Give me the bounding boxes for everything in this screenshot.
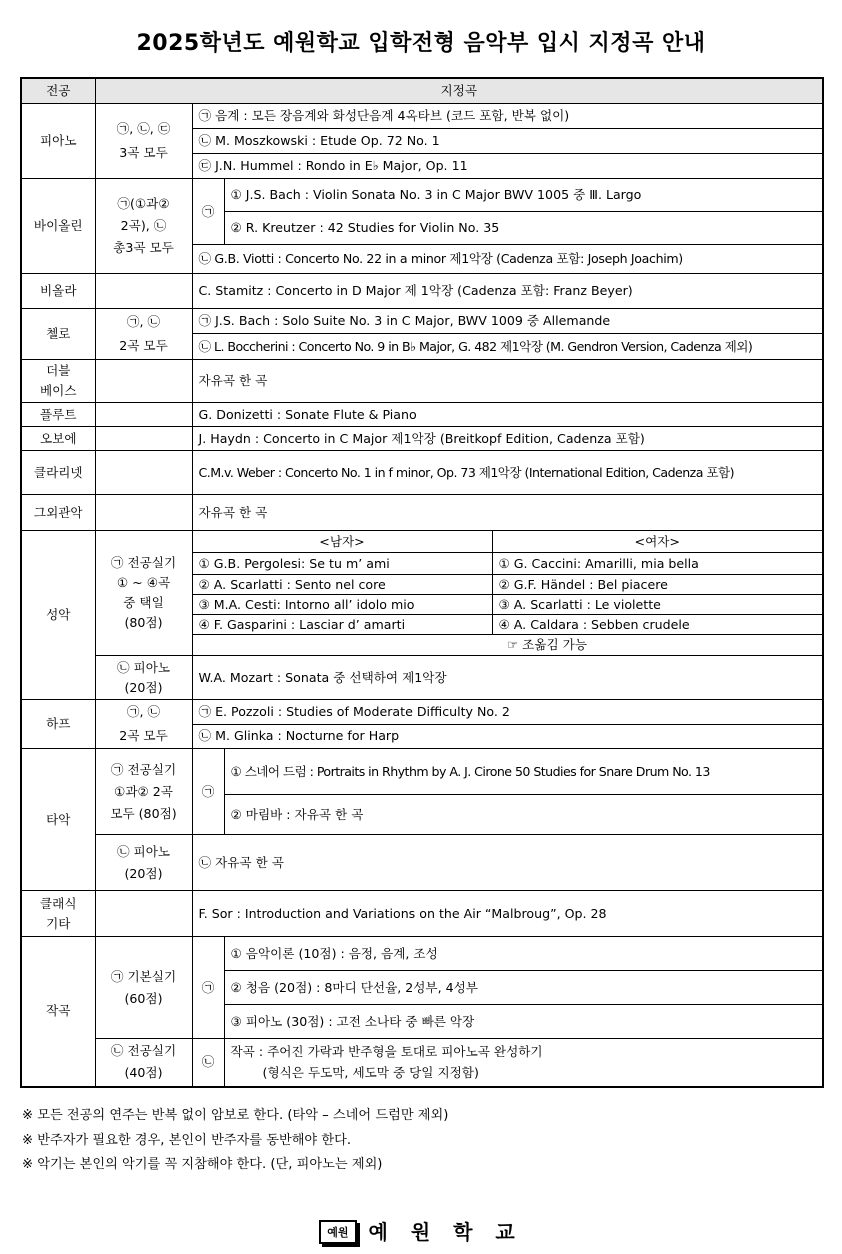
major-flute: 플루트 — [21, 403, 95, 427]
piece-item: ㉡ G.B. Viotti : Concerto No. 22 in a minor 제1악장 (Cadenza 포함: Joseph Joachim) — [192, 245, 823, 274]
requirement-cello: ㉠, ㉡ 2곡 모두 — [95, 309, 192, 360]
piece-item: ① J.S. Bach : Violin Sonata No. 3 in C Major BWV 1005 중 Ⅲ. Largo — [224, 179, 823, 212]
notes — [22, 1104, 448, 1178]
major-piano: 피아노 — [21, 104, 95, 179]
footer — [0, 1216, 842, 1245]
requirement-composition-major: ㉡ 전공실기 (40점) — [95, 1039, 192, 1087]
composition-task: 작곡 : 주어진 가락과 반주형을 토대로 피아노곡 완성하기 (형식은 두도막, 세도막 중 당일 지정함) — [224, 1039, 823, 1087]
school-seal-logo: 예원 — [319, 1220, 356, 1244]
piece-item: ① 음악이론 (10점) : 음정, 음계, 조성 — [224, 937, 823, 971]
female-piece: ① G. Caccini: Amarilli, mia bella — [492, 553, 823, 575]
piece-item: ㉡ L. Boccherini : Concerto No. 9 in B♭ Major, G. 482 제1악장 (M. Gendron Version, Cadenza 제외) — [192, 334, 823, 360]
note-item: ※ 악기는 본인의 악기를 꼭 지참해야 한다. (단, 피아노는 제외) — [22, 1157, 383, 1172]
group-mark: ㉡ — [192, 1039, 224, 1087]
piece-item: W.A. Mozart : Sonata 중 선택하여 제1악장 — [192, 656, 823, 700]
requirement-vocal-piano: ㉡ 피아노 (20점) — [95, 656, 192, 700]
piece-item: ㉡ M. Glinka : Nocturne for Harp — [192, 724, 823, 749]
major-oboe: 오보에 — [21, 427, 95, 451]
header-pieces: 지정곡 — [95, 78, 823, 104]
page-title: 2025학년도 예원학교 입학전형 음악부 입시 지정곡 안내 — [136, 31, 706, 56]
male-piece: ③ M.A. Cesti: Intorno all’ idolo mio — [192, 595, 492, 615]
piece-item: 자유곡 한 곡 — [192, 360, 823, 403]
female-piece: ② G.F. Händel : Bel piacere — [492, 575, 823, 595]
major-vocal: 성악 — [21, 531, 95, 700]
group-mark: ㉠ — [192, 749, 224, 835]
major-clarinet: 클라리넷 — [21, 451, 95, 495]
major-cello: 첼로 — [21, 309, 95, 360]
piece-item: ㉢ J.N. Hummel : Rondo in E♭ Major, Op. 11 — [192, 154, 823, 179]
piece-item: G. Donizetti : Sonate Flute & Piano — [192, 403, 823, 427]
male-piece: ① G.B. Pergolesi: Se tu m’ ami — [192, 553, 492, 575]
school-name: 예 원 학 교 — [368, 1220, 523, 1244]
audition-table — [20, 77, 824, 1088]
major-violin: 바이올린 — [21, 179, 95, 274]
piece-item: ② R. Kreutzer : 42 Studies for Violin No. 35 — [224, 212, 823, 245]
piece-item: ㉠ J.S. Bach : Solo Suite No. 3 in C Major, BWV 1009 중 Allemande — [192, 309, 823, 334]
piece-item: ㉠ 음계 : 모든 장음계와 화성단음계 4옥타브 (코드 포함, 반복 없이) — [192, 104, 823, 129]
requirement-harp: ㉠, ㉡ 2곡 모두 — [95, 700, 192, 749]
male-piece: ④ F. Gasparini : Lasciar d’ amarti — [192, 615, 492, 635]
major-percussion: 타악 — [21, 749, 95, 891]
transpose-note: ☞ 조옮김 가능 — [192, 635, 823, 656]
major-other-winds: 그외관악 — [21, 495, 95, 531]
major-classical-guitar: 클래식 기타 — [21, 891, 95, 937]
note-item: ※ 반주자가 필요한 경우, 본인이 반주자를 동반해야 한다. — [22, 1132, 352, 1148]
note-item: ※ 모든 전공의 연주는 반복 없이 암보로 한다. (타악 – 스네어 드럼만 제외) — [22, 1108, 449, 1123]
group-mark: ㉠ — [192, 179, 224, 245]
requirement-composition-basic: ㉠ 기본실기 (60점) — [95, 937, 192, 1039]
piece-item: ② 청음 (20점) : 8마디 단선율, 2성부, 4성부 — [224, 971, 823, 1005]
piece-item: J. Haydn : Concerto in C Major 제1악장 (Breitkopf Edition, Cadenza 포함) — [192, 427, 823, 451]
piece-item: ㉠ E. Pozzoli : Studies of Moderate Difficulty No. 2 — [192, 700, 823, 725]
major-harp: 하프 — [21, 700, 95, 749]
piece-item: 자유곡 한 곡 — [192, 495, 823, 531]
requirement-violin: ㉠(①과② 2곡), ㉡ 총3곡 모두 — [95, 179, 192, 274]
group-mark: ㉠ — [192, 937, 224, 1039]
major-viola: 비올라 — [21, 274, 95, 309]
requirement-piano: ㉠, ㉡, ㉢ 3곡 모두 — [95, 104, 192, 179]
piece-item: C.M.v. Weber : Concerto No. 1 in f minor, Op. 73 제1악장 (International Edition, Cadenza 포함) — [192, 451, 823, 495]
piece-item: C. Stamitz : Concerto in D Major 제 1악장 (Cadenza 포함: Franz Beyer) — [192, 274, 823, 309]
piece-item: ㉡ 자유곡 한 곡 — [192, 835, 823, 891]
requirement-vocal-major: ㉠ 전공실기 ① ~ ④곡 중 택일 (80점) — [95, 531, 192, 656]
major-composition: 작곡 — [21, 937, 95, 1087]
female-piece: ④ A. Caldara : Sebben crudele — [492, 615, 823, 635]
major-double-bass: 더블 베이스 — [21, 360, 95, 403]
male-header: <남자> — [192, 531, 492, 553]
piece-item: ㉡ M. Moszkowski : Etude Op. 72 No. 1 — [192, 129, 823, 154]
female-piece: ③ A. Scarlatti : Le violette — [492, 595, 823, 615]
piece-item: F. Sor : Introduction and Variations on the Air “Malbroug”, Op. 28 — [192, 891, 823, 937]
piece-item: ③ 피아노 (30점) : 고전 소나타 중 빠른 악장 — [224, 1005, 823, 1039]
requirement-percussion-major: ㉠ 전공실기 ①과② 2곡 모두 (80점) — [95, 749, 192, 835]
header-major: 전공 — [21, 78, 95, 104]
female-header: <여자> — [492, 531, 823, 553]
male-piece: ② A. Scarlatti : Sento nel core — [192, 575, 492, 595]
requirement-percussion-piano: ㉡ 피아노 (20점) — [95, 835, 192, 891]
piece-item: ① 스네어 드럼 : Portraits in Rhythm by A. J. Cirone 50 Studies for Snare Drum No. 13 — [224, 749, 823, 795]
piece-item: ② 마림바 : 자유곡 한 곡 — [224, 795, 823, 835]
